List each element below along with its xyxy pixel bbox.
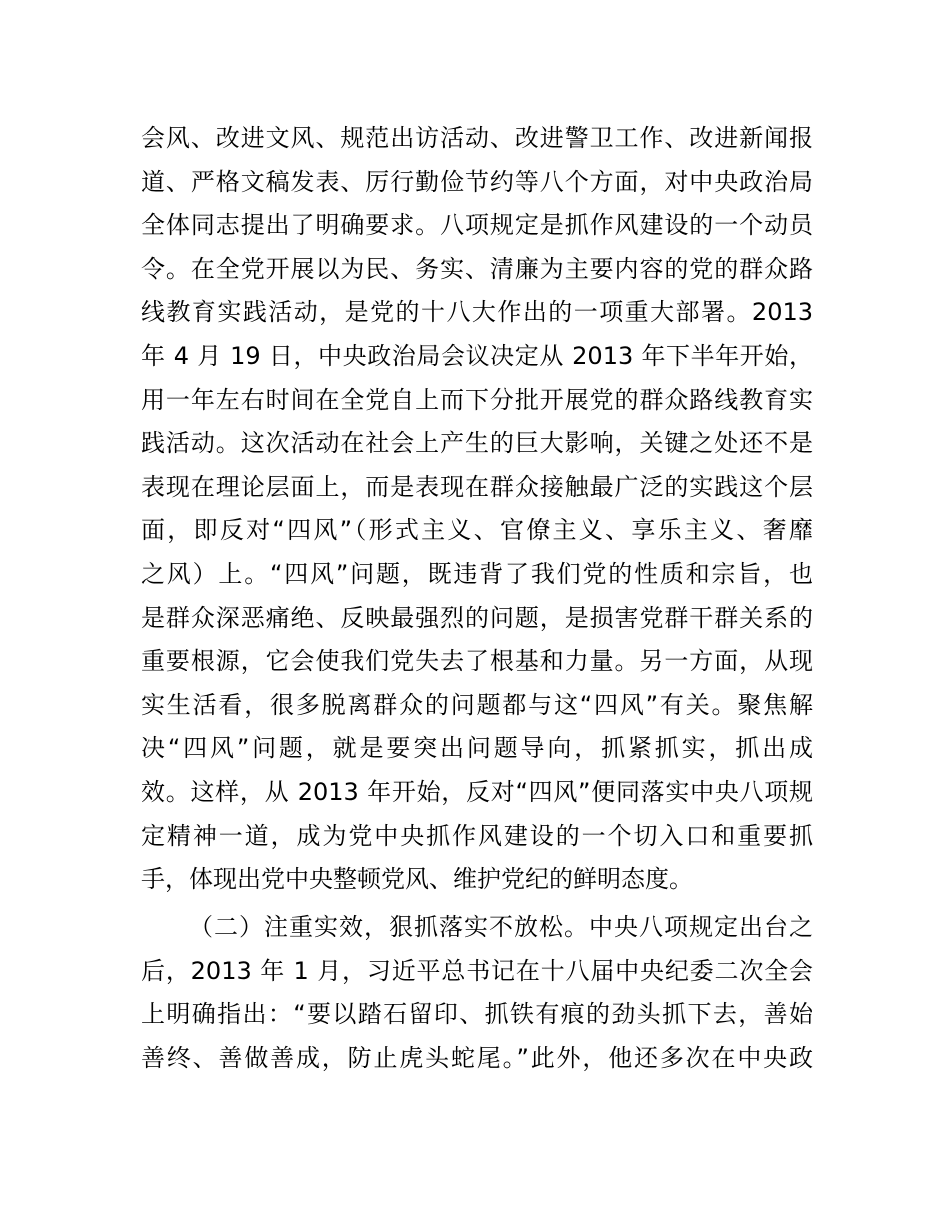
text-line: 表现在理论层面上，而是表现在群众接触最广泛的实践这个层 [141,472,813,501]
text-line: 手，体现出党中央整顿党风、维护党纪的鲜明态度。 [141,865,693,894]
text-line: 令。在全党开展以为民、务实、清廉为主要内容的党的群众路 [141,254,813,283]
text-line: 年 4 月 19 日，中央政治局会议决定从 2013 年下半年开始， [141,341,813,370]
text-line: 善终、善做善成，防止虎头蛇尾。”此外，他还多次在中央政 [141,1043,813,1072]
text-line: 实生活看，很多脱离群众的问题都与这“四风”有关。聚焦解 [141,690,813,719]
text-line: 会风、改进文风、规范出访活动、改进警卫工作、改进新闻报 [141,124,813,152]
text-line: 线教育实践活动，是党的十八大作出的一项重大部署。2013 [141,298,813,327]
text-line: 全体同志提出了明确要求。八项规定是抓作风建设的一个动员 [141,211,813,240]
text-line: 后，2013 年 1 月，习近平总书记在十八届中央纪委二次全会 [141,956,813,985]
paragraph-implementation [141,906,813,1080]
text-line: 是群众深恶痛绝、反映最强烈的问题，是损害党群干群关系的 [141,603,813,632]
text-line: 定精神一道，成为党中央抓作风建设的一个切入口和重要抓 [141,821,813,850]
text-line: 上明确指出：“要以踏石留印、抓铁有痕的劲头抓下去，善始 [141,1000,813,1029]
text-line: 效。这样，从 2013 年开始，反对“四风”便同落实中央八项规 [141,777,813,806]
text-line: 用一年左右时间在全党自上而下分批开展党的群众路线教育实 [141,385,813,414]
text-line: 之风）上。“四风”问题，既违背了我们党的性质和宗旨，也 [141,559,813,588]
text-line: 决“四风”问题，就是要突出问题导向，抓紧抓实，抓出成 [141,734,813,763]
text-line: 践活动。这次活动在社会上产生的巨大影响，关键之处还不是 [141,429,813,458]
paragraph-eight-rules [141,117,813,902]
text-line: 道、严格文稿发表、厉行勤俭节约等八个方面，对中央政治局 [141,167,813,196]
text-line: 面，即反对“四风”（形式主义、官僚主义、享乐主义、奢靡 [141,516,813,545]
text-line: 重要根源，它会使我们党失去了根基和力量。另一方面，从现 [141,647,813,676]
text-line: （二）注重实效，狠抓落实不放松。中央八项规定出台之 [189,913,813,941]
